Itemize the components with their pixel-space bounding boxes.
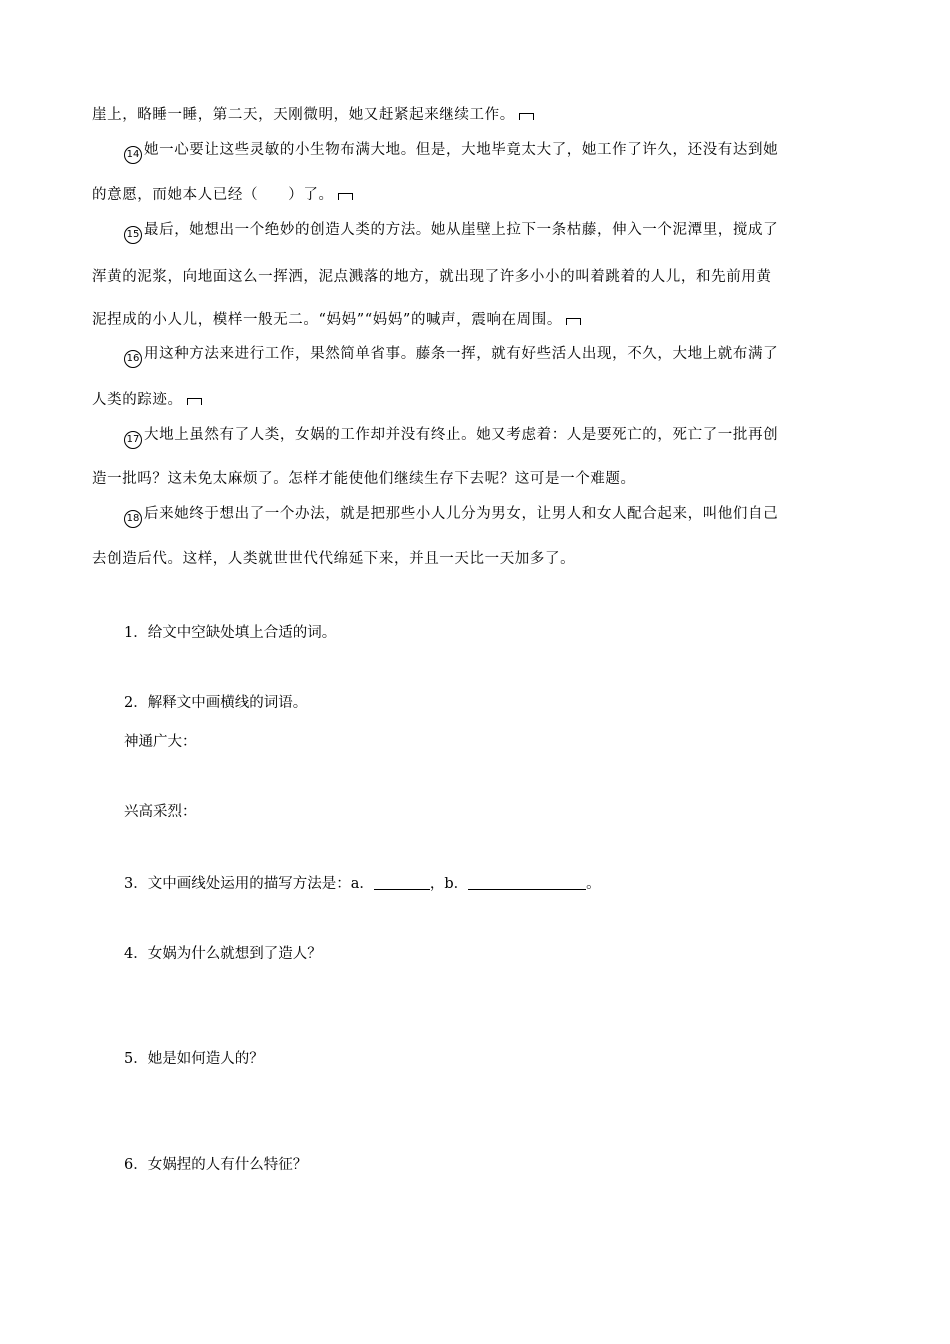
question-1: 1．给文中空缺处填上合适的词。 [124, 625, 337, 641]
passage-text: 大地上虽然有了人类，女娲的工作却并没有终止。她又考虑着：人是要死亡的，死亡了一批再创 [144, 427, 779, 443]
question-6: 6．女娲捏的人有什么特征？ [124, 1157, 308, 1173]
paragraph-16 [124, 342, 778, 368]
paragraph-14 [124, 138, 778, 164]
passage-line [92, 388, 202, 409]
paragraph-mark-icon [566, 318, 581, 325]
paragraph-number-badge: 17 [124, 431, 142, 449]
paragraph-number-badge: 15 [124, 226, 142, 244]
question-3-text-a: 3．文中画线处运用的描写方法是：a． [124, 876, 374, 892]
passage-line [92, 183, 353, 204]
passage-text: 用这种方法来进行工作，果然简单省事。藤条一挥，就有好些活人出现，不久，大地上就布满了 [144, 346, 779, 362]
passage-line [92, 547, 575, 568]
question-2-term-1: 神通广大： [124, 734, 197, 750]
answer-blank-a[interactable] [374, 877, 430, 890]
question-3-text-b: ，b． [429, 876, 469, 892]
paragraph-mark-icon [338, 193, 353, 200]
passage-line [92, 467, 636, 488]
passage-text: 她一心要让这些灵敏的小生物布满大地。但是，大地毕竟太大了，她工作了许久，还没有达到她 [144, 142, 779, 158]
passage-text: 去创造后代。这样，人类就世世代代绵延下来，并且一天比一天加多了。 [92, 551, 576, 567]
passage-text: 崖上，略睡一睡，第二天，天刚微明，她又赶紧起来继续工作。 [92, 107, 515, 123]
passage-text: 后来她终于想出了一个办法，就是把那些小人儿分为男女，让男人和女人配合起来，叫他们自己 [144, 506, 779, 522]
paragraph-number-badge: 14 [124, 146, 142, 164]
question-4: 4．女娲为什么就想到了造人？ [124, 946, 322, 962]
question-3 [124, 872, 601, 893]
passage-text: 浑黄的泥浆，向地面这么一挥洒，泥点溅落的地方，就出现了许多小小的叫着跳着的人儿，和先前用黄 [92, 269, 772, 285]
paragraph-mark-icon [187, 398, 202, 405]
paragraph-number-badge: 18 [124, 510, 142, 528]
paragraph-mark-icon [519, 113, 534, 120]
passage-text: 造一批吗？这未免太麻烦了。怎样才能使他们继续生存下去呢？这可是一个难题。 [92, 471, 636, 487]
passage-text: 人类的踪迹。 [92, 392, 183, 408]
paragraph-17 [124, 423, 778, 449]
passage-text: 最后，她想出一个绝妙的创造人类的方法。她从崖壁上拉下一条枯藤，伸入一个泥潭里，搅成了 [144, 222, 779, 238]
question-2-term-2: 兴高采烈： [124, 804, 197, 820]
passage-text: 泥捏成的小人儿，模样一般无二。“妈妈”“妈妈”的喊声，震响在周围。 [92, 312, 562, 328]
question-2: 2．解释文中画横线的词语。 [124, 695, 308, 711]
question-3-text-end: 。 [586, 876, 601, 892]
passage-line [92, 308, 581, 329]
passage-line [92, 265, 772, 286]
question-5: 5．她是如何造人的？ [124, 1051, 264, 1067]
passage-line [92, 103, 534, 124]
paragraph-15 [124, 218, 778, 244]
answer-blank-b[interactable] [468, 877, 586, 890]
paragraph-number-badge: 16 [124, 350, 142, 368]
passage-text: 的意愿，而她本人已经（ ）了。 [92, 187, 334, 203]
paragraph-18 [124, 502, 778, 528]
